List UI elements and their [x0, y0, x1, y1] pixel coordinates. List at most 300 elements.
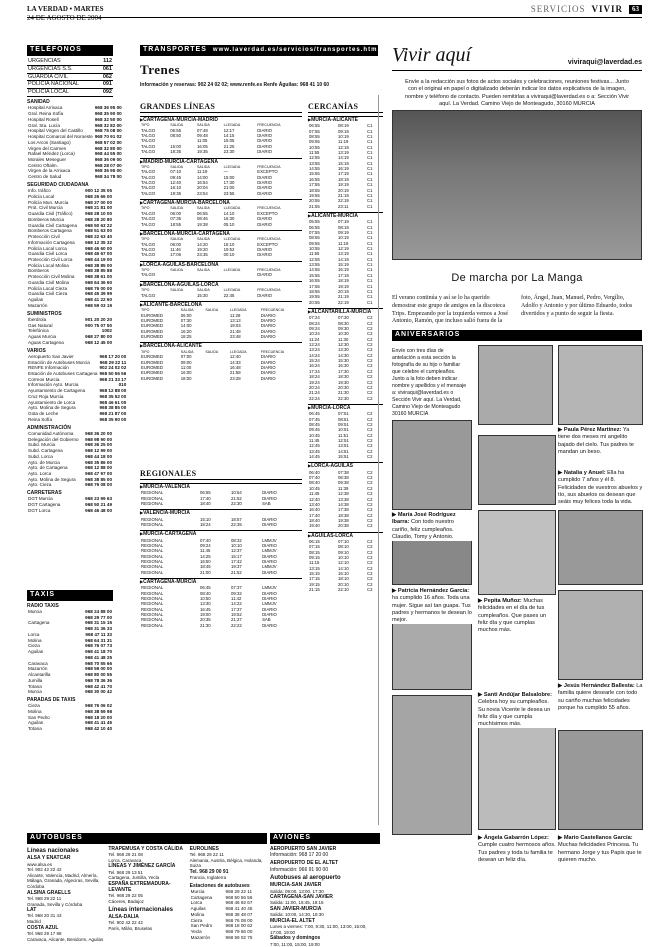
cell: 19:00 — [199, 612, 211, 618]
row-value: 968 29 77 00 — [85, 614, 112, 620]
cell: C2 — [366, 501, 373, 507]
cell: 17:30 — [223, 179, 235, 185]
cell: 07:40 — [199, 537, 211, 543]
row-label: Totana — [28, 726, 42, 732]
cell: C2 — [366, 576, 373, 582]
row-label: Murcia — [190, 889, 205, 894]
list-item-text: Granada, Sevilla y Córdoba — [27, 901, 83, 907]
cell: 22:30 — [231, 500, 242, 506]
col-header: SALIDA — [196, 206, 210, 211]
row-value: 968 27 80 00 — [85, 334, 112, 340]
carreteras-heading: CARRETERAS — [27, 490, 62, 497]
cell: TALGO — [141, 179, 156, 185]
cell: 17:19 — [337, 171, 349, 177]
table-row — [27, 371, 127, 377]
cell: 15:05 — [223, 138, 235, 144]
row-value: 968 12 99 00 — [85, 448, 112, 454]
vivir-aqui-email[interactable]: viviraqui@laverdad.es — [567, 59, 642, 67]
cell: 06:45 — [309, 411, 320, 417]
cell: 23:48 — [229, 334, 241, 340]
route-heading: ▶ MADRID-MURCIA-CARTAGENA — [140, 158, 302, 165]
cell: REGIONAL — [141, 495, 164, 501]
cell: REGIONAL — [141, 564, 164, 570]
cell: 17:15 — [309, 576, 320, 582]
cell: 21:48 — [229, 328, 241, 334]
cell: 23:54 — [196, 190, 208, 196]
col-header: SALIDA — [196, 123, 210, 128]
table-row — [190, 935, 267, 941]
route-heading: ▶ LORCA-ÁGUILAS — [308, 462, 383, 469]
cell: C2 — [366, 496, 373, 502]
cell: 08:46 — [196, 216, 208, 222]
table-row — [308, 139, 383, 144]
table-row — [308, 251, 383, 256]
cell: 12:38 — [337, 491, 349, 497]
row-label: Hospital Rosell — [28, 116, 59, 122]
row-label: Aguas Cartagena — [28, 339, 64, 345]
table-row — [27, 174, 123, 180]
cell: 18:24 — [199, 521, 211, 527]
row-value: 968 76 00 00 — [85, 285, 112, 291]
table-row — [308, 427, 383, 432]
cell: DIARIO — [262, 569, 277, 575]
cell: TALGO — [141, 138, 156, 144]
cell: 12:19 — [337, 246, 349, 252]
table-row — [308, 560, 383, 565]
cell: 21:27 — [231, 617, 242, 623]
cell: DIARIO — [260, 375, 276, 381]
cell: 11:45 — [199, 548, 211, 554]
row-value: 968 38 85 88 — [85, 268, 112, 274]
taxis-column — [27, 590, 113, 815]
radio-taxis-heading: RADIO TAXIS — [27, 602, 59, 609]
row-label: Cartagena — [28, 620, 50, 626]
anniversary-message: Ella ha cumplido 7 años y él 8. Felicidades de vuestros abuelos y tío, sus abuelos os desean que seáis muy felices toda la vida. — [558, 470, 643, 506]
cell: 09:51 — [337, 421, 349, 427]
row-value: 968 50 56 56 — [225, 894, 253, 900]
cell: 19:19 — [337, 283, 349, 289]
row-label: Bomberos Murcia — [28, 216, 64, 222]
row-value: 968 38 48 07 — [225, 911, 253, 917]
cell: REGIONAL — [141, 521, 164, 527]
cell: 10:50 — [199, 596, 211, 602]
cercanias-routes — [308, 116, 383, 593]
cell: 18:19 — [337, 176, 349, 182]
table-row — [27, 340, 113, 346]
cell: TALGO — [141, 133, 156, 139]
cell: DIARIO — [262, 596, 277, 602]
row-label: Guardia Civil Lorca — [28, 251, 68, 257]
cell: 15:30 — [196, 292, 208, 298]
cell: DIARIO — [262, 622, 277, 628]
child-photo-2 — [478, 725, 556, 830]
cell: 18:24 — [309, 374, 320, 380]
col-header: TIPO — [141, 349, 150, 354]
cell: 07:45 — [309, 416, 320, 422]
aniversarios-header — [392, 330, 642, 341]
cell: 06:45 — [199, 585, 211, 591]
table-row — [27, 73, 113, 81]
row-value: 092 — [102, 89, 112, 96]
baby-photo-2 — [558, 345, 643, 425]
cell: 23:30 — [223, 149, 235, 155]
cell: 22:30 — [337, 395, 349, 401]
paradas-heading: PARADAS DE TAXIS — [27, 697, 76, 704]
row-value: 968 41 22 60 — [85, 297, 112, 303]
cell: 14:51 — [337, 448, 349, 454]
page-number: 63 — [629, 5, 642, 14]
table-row — [27, 58, 113, 65]
issue-date — [27, 14, 104, 23]
cell: C1 — [366, 224, 373, 230]
cell: 21:52 — [231, 569, 242, 575]
cell: 09:45 — [170, 174, 182, 180]
section-title: VIVIR — [591, 4, 623, 14]
cell: 06:00 — [170, 241, 182, 247]
cell: C2 — [366, 384, 373, 390]
row-value: 968 59 02 75 — [225, 934, 253, 940]
list-item-text: Cáceres, Badajoz — [108, 898, 144, 904]
row-label: Murcia — [28, 609, 42, 614]
row-label: Ayto. Molina de Segura — [28, 476, 76, 482]
cell: 16:19 — [337, 267, 349, 273]
cell: 17:37 — [231, 606, 242, 612]
cell: DIARIO — [262, 612, 277, 618]
table-row — [27, 417, 127, 423]
cell: C2 — [366, 432, 373, 438]
cell: 19:19 — [337, 182, 349, 188]
carreteras-table — [27, 496, 113, 513]
cell: C1 — [366, 262, 373, 268]
route-table — [140, 308, 302, 339]
row-value: 968 34 78 00 — [94, 174, 122, 180]
list-item-text: Salida: 11:00, 15:45, 19:15 — [270, 900, 324, 906]
anniversary-message: Muchas felicidades Princesa. Tu hermano Jorge y tus Papis que te quieren mucho. — [558, 842, 642, 863]
anniversary-caption — [558, 470, 643, 506]
table-row — [140, 376, 302, 381]
row-value: 968 12 88 00 — [99, 388, 127, 394]
vivir-aqui-section — [392, 43, 642, 109]
cell: EUROMED — [141, 323, 163, 329]
table-row — [308, 278, 383, 283]
row-label: Los Arcos (Santiago) — [28, 139, 71, 145]
cell: DIARIO — [262, 606, 277, 612]
cell: 16:10 — [170, 185, 182, 191]
old-woman-photo — [558, 510, 643, 585]
route-heading: ▶ VALENCIA-MURCIA — [140, 509, 302, 516]
cell: 15:55 — [309, 171, 320, 177]
col-header: LLEGADA — [223, 123, 241, 128]
row-label: Totana — [28, 683, 42, 689]
cell: TALGO — [141, 252, 156, 258]
cell: C2 — [366, 475, 373, 481]
cell: C1 — [366, 192, 373, 198]
table-row — [308, 507, 383, 512]
cell: EXCEPTO — [257, 241, 278, 247]
row-label: Protección Civil — [28, 234, 60, 240]
anniversary-name: ▶ Ángela Gabarrón López: — [478, 835, 549, 841]
cell: C2 — [366, 454, 373, 460]
table-row — [140, 149, 302, 154]
row-value: 968 12 88 00 — [85, 465, 112, 471]
cell: EUROMED — [141, 334, 163, 340]
cell: 18:57 — [231, 516, 242, 522]
anniversary-name: ▶ Jesús Hernández Ballesta: — [558, 683, 637, 689]
cell: C1 — [366, 160, 373, 166]
row-label: Alcantarilla — [28, 672, 51, 678]
row-label: Aguas Murcia — [28, 334, 57, 340]
route-table — [140, 123, 302, 154]
route-heading: ▶ BARCELONA-MURCIA-CARTAGENA — [140, 230, 302, 237]
list-item-text: Francia, Inglaterra — [189, 875, 227, 881]
suministros-table — [27, 317, 113, 346]
anniversary-caption — [392, 588, 472, 624]
cell: 09:30 — [337, 325, 349, 331]
regionales-heading: REGIONALES — [140, 469, 302, 480]
route-heading: ▶ ALCANTARILLA-MURCIA — [308, 308, 383, 315]
el-altet-tel: Información: 966 91 90 00 — [270, 866, 329, 873]
cell: 16:00 — [180, 370, 192, 376]
col-header: TIPO — [141, 267, 150, 272]
cell: 14:10 — [223, 210, 235, 216]
masthead — [27, 5, 104, 23]
transportes-url[interactable]: www.laverdad.es/servicios/transportes.htm — [212, 47, 378, 53]
cell: C1 — [366, 187, 373, 193]
list-item-title: LAT — [27, 907, 37, 914]
admin-heading: ADMINISTRACIÓN — [27, 424, 71, 431]
row-label: Info. tráfico — [28, 188, 51, 194]
cell: 15:15 — [309, 571, 320, 577]
cell: C2 — [366, 443, 373, 449]
row-value: 968 41 18 70 — [85, 649, 112, 655]
cell: C2 — [366, 438, 373, 444]
cell: 18:55 — [170, 221, 182, 227]
cell: 08:15 — [309, 549, 320, 555]
cell: C2 — [366, 421, 373, 427]
row-label: Gas Natural — [28, 322, 53, 328]
cell: TALGO — [141, 216, 156, 222]
cell: DIARIO — [260, 323, 276, 329]
list-item-title: Sábados y domingos — [270, 935, 321, 942]
row-value: 968 28 20 80 — [85, 216, 112, 222]
route-table — [308, 539, 383, 593]
anniversary-message: Con todo nuestro cariño, feliz cumpleaños. Claudio, Tomy y Antonio. — [392, 519, 454, 540]
cell: C1 — [366, 256, 373, 262]
vivir-aqui-headline: De marcha por La Manga — [451, 272, 583, 284]
estaciones-heading: Estaciones de autobuses — [189, 882, 250, 889]
anniversary-message: Cumple cuatro hermosos años. Tus padres y toda tu familia te desean un feliz día. — [478, 842, 556, 863]
row-label: Bomberos Cartagena — [28, 228, 72, 234]
list-item-text: Salida: 10:00, 14:30, 18:30 — [270, 912, 324, 918]
table-row — [140, 334, 302, 339]
list-item-title: MURCIA-SAN JAVIER — [270, 882, 322, 889]
cell: 09:19 — [337, 229, 349, 235]
row-value: 968 41 48 25 — [85, 654, 112, 660]
cell: 14:00 — [180, 323, 192, 329]
row-value: 968 41 40 45 — [225, 906, 253, 912]
cell: 09:45 — [309, 427, 320, 433]
cell: 06:40 — [309, 469, 320, 475]
row-value: 968 41 41 45 — [85, 720, 112, 726]
row-label: Hospital Comarcal del Noroeste — [28, 134, 93, 140]
cell: DIARIO — [257, 174, 273, 180]
anniversary-caption — [558, 427, 643, 456]
cell: C2 — [366, 352, 373, 358]
vivir-aqui-body: El verano continúa y así se lo ha querido demostrar este grupo de amigos en la discoteca Trips. Empezando por la izquierda vemos a José Antonio, Ramón, que incluso salió fuera de la foto, Ángel, Juan, Manuel, Pedro, Vergílio, Adolfo y Antonio y por último Eduardo, todos divertidos y a punto de seguir la fiesta. — [392, 295, 633, 325]
cell: C1 — [366, 288, 373, 294]
row-value: 968 76 08 00 — [225, 917, 253, 923]
cell: 19:37 — [231, 564, 242, 570]
row-label: San Pedro — [190, 923, 213, 929]
cell: 11:24 — [309, 336, 320, 342]
cell: 11:46 — [170, 246, 181, 252]
row-label: Lorca — [28, 631, 40, 637]
varios-table — [27, 354, 127, 423]
cell: C1 — [366, 235, 373, 241]
cell: 21:19 — [337, 192, 349, 198]
cell: 00:10 — [223, 252, 235, 258]
row-label: Ayuntamiento de Lorca — [28, 399, 76, 405]
table-row — [27, 89, 113, 97]
row-value: 968 29 22 11 — [225, 889, 253, 894]
anniversary-caption — [558, 835, 643, 864]
cell: 17:40 — [309, 512, 320, 518]
cell: 14:30 — [337, 352, 349, 358]
list-item-title: SAN JAVIER-MURCIA — [270, 906, 322, 912]
seguridad-heading: SEGURIDAD CIUDADANA — [27, 181, 89, 188]
cell: DIARIO — [260, 370, 276, 376]
cell: 17:40 — [199, 495, 211, 501]
cell: 06:00 — [170, 210, 182, 216]
cell: 16:20 — [180, 328, 192, 334]
cell: DIARIO — [262, 490, 277, 496]
row-value: 968 46 67 00 — [85, 251, 112, 257]
table-row — [308, 294, 383, 299]
cell: DIARIO — [260, 317, 276, 323]
row-label: Policía Local Lorca — [28, 245, 67, 251]
row-label: Caravaca — [28, 660, 48, 666]
cell: 13:24 — [309, 347, 320, 353]
table-row — [140, 222, 302, 227]
col-header: FRECUENCIA — [257, 206, 281, 211]
cell: 06:55 — [170, 127, 182, 133]
row-value: 968 36 25 00 — [85, 442, 112, 448]
table-row — [27, 508, 113, 514]
route-table — [140, 538, 302, 576]
row-label: Cieza — [28, 703, 40, 709]
cell: DIARIO — [257, 272, 273, 278]
row-value: 968 64 36 60 — [85, 279, 112, 285]
row-label: Morales Meseguer — [28, 156, 67, 162]
anniversary-name: ▶ Natalia y Anuel: — [558, 470, 608, 476]
cell: DIARIO — [260, 354, 276, 360]
cell: 13:55 — [309, 262, 320, 268]
cercanias — [308, 98, 383, 828]
vivir-aqui-title: Vivir aquí — [392, 44, 472, 66]
cell: 17:24 — [309, 368, 320, 374]
col-header: SALIDA — [196, 288, 210, 293]
cell: 12:37 — [231, 548, 242, 554]
cell: C2 — [366, 538, 373, 544]
col-header: SALIDA — [170, 237, 184, 242]
cell: REGIONAL — [141, 537, 164, 543]
cell: C1 — [366, 155, 373, 161]
cell: 11:28 — [229, 312, 241, 318]
cell: 19:55 — [309, 192, 320, 198]
cell: 13:13 — [229, 317, 241, 323]
row-label: POLICÍA NACIONAL — [28, 81, 80, 88]
row-value: 968 46 48 00 — [85, 507, 112, 513]
cell: 15:24 — [309, 358, 320, 364]
row-label: Subd. Lorca — [28, 453, 53, 459]
table-row — [308, 396, 383, 401]
table-row — [308, 411, 383, 416]
trenes-heading: Trenes — [140, 61, 181, 77]
route-table — [140, 517, 302, 528]
cell: DIARIO — [260, 334, 276, 340]
cell: EUROMED — [141, 375, 163, 381]
col-header: TIPO — [141, 164, 150, 169]
cell: 16:55 — [309, 176, 320, 182]
cell: 08:40 — [309, 480, 320, 486]
cell: EUROMED — [141, 317, 163, 323]
list-item-title: EUROLINES — [189, 845, 219, 852]
cell: REGIONAL — [141, 585, 164, 591]
row-value: 968 59 00 00 — [85, 666, 112, 672]
cell: LMMJV — [262, 564, 277, 570]
cell: C2 — [366, 517, 373, 523]
cell: 09:32 — [231, 590, 242, 596]
cell — [223, 272, 257, 277]
grandes-lineas-routes — [140, 116, 302, 381]
anniversary-message: ha cumplido 16 años. Toda una mujer. Sigue así tan guapa. Tus padres y hermanos te desean lo mejor. — [392, 595, 472, 624]
cell: 13:38 — [337, 496, 349, 502]
row-value: 968 75 08 00 — [94, 128, 122, 134]
row-label: Cieza — [28, 643, 40, 649]
col-header: SALIDA — [196, 267, 210, 272]
cell: 14:15 — [223, 133, 235, 139]
cell: DIARIO — [257, 216, 273, 222]
table-row — [140, 252, 302, 257]
row-value: 902 24 02 02 — [99, 365, 127, 371]
cell: C1 — [366, 229, 373, 235]
row-value: 968 35 86 00 — [85, 459, 112, 465]
cell: C2 — [366, 544, 373, 550]
cell: 14:22 — [231, 601, 242, 607]
transportes-title: TRANSPORTES www.laverdad.es/servicios/transportes.htm — [140, 45, 378, 56]
section-header — [531, 4, 642, 15]
row-value: 968 32 80 00 — [94, 145, 122, 151]
cell: 08:38 — [337, 475, 349, 481]
cell: REGIONAL — [141, 622, 164, 628]
row-value: 062 — [102, 73, 112, 80]
cell: TALGO — [141, 174, 156, 180]
cell: C2 — [366, 491, 373, 497]
vivir-aqui-intro: Envíe a la redacción sus fotos de actos sociales y celebraciones, reuniones festivas... Junto con el original en papel o digitalizado deberán indicar los datos explicativos de la imagen, nombre y teléfono de contacto. Pueden remitirlas a viviraqui@laverdad.es o a: Sección Vivir aquí. La Verdad. Camino Viejo de Monteagudo, 30160 MURCIA — [404, 79, 630, 108]
col-header: LLEGADA — [223, 164, 241, 169]
row-label: Ayto. de Murcia — [28, 459, 60, 465]
cell: 09:19 — [337, 128, 349, 134]
autobuses-section — [27, 833, 267, 942]
row-label: Rafael Méndez (Lorca) — [28, 151, 75, 157]
cell: 12:24 — [309, 342, 320, 348]
row-label: URGENCIAS S.S. — [28, 65, 73, 72]
cell: 21:30 — [337, 390, 349, 396]
cell: 12:10 — [337, 560, 349, 566]
cell: 09:24 — [199, 542, 211, 548]
cell: LMMJV — [262, 548, 277, 554]
row-label: Cruz Roja Murcia — [28, 393, 64, 399]
